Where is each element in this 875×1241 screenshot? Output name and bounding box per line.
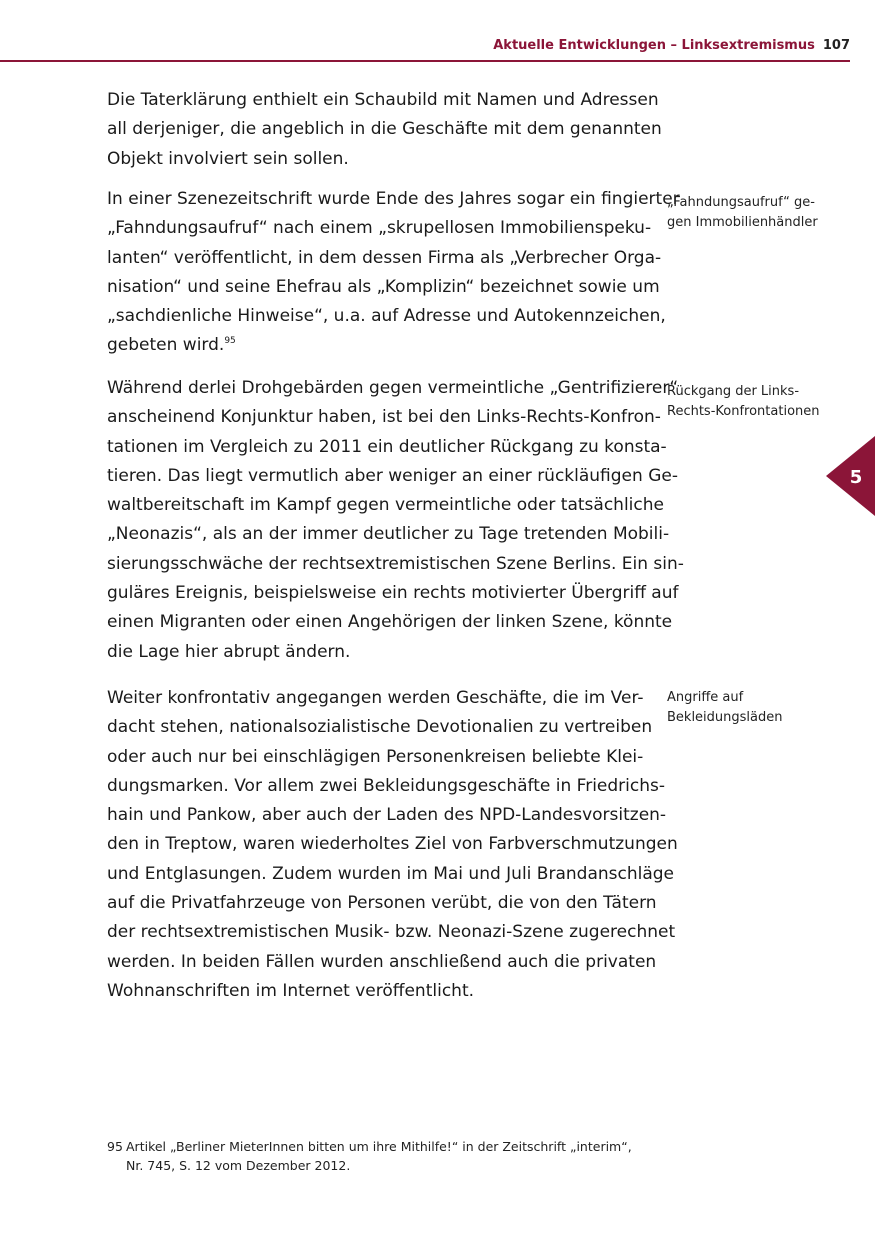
running-header [493,38,850,53]
text-line: die Lage hier abrupt ändern. [107,641,351,662]
text-line: In einer Szenezeitschrift wurde Ende des Jahres sogar ein fingierter [107,189,680,209]
footnote-reference[interactable]: 95 [224,336,236,347]
chapter-tab-shape [826,436,875,516]
text-line: und Entglasungen. Zudem wurden im Mai und Juli Brandanschläge [107,863,675,884]
paragraph-1 [107,86,662,174]
footnote-line: Nr. 745, S. 12 vom Dezember 2012. [126,1158,351,1173]
margin-note-line: gen Immobilienhändler [667,214,818,230]
text-line: „Fahndungsaufruf“ nach einem „skrupellosen Immobilienspeku- [107,218,652,239]
text-line: gebeten wird. [107,335,225,356]
text-line: „Neonazis“, als an der immer deutlicher zu Tage tretenden Mobili- [107,524,670,545]
margin-note-fahndungsaufruf [667,193,837,232]
text-line: waltbereitschaft im Kampf gegen vermeintliche oder tatsächliche [107,495,664,516]
text-line: „sachdienliche Hinweise“, u.a. auf Adresse und Autokennzeichen, [107,306,666,327]
margin-note-konfrontationen [667,382,837,421]
text-line: dungsmarken. Vor allem zwei Bekleidungsgeschäfte in Friedrichs- [107,775,665,796]
margin-note-line: Bekleidungsläden [667,709,783,725]
margin-note-line: Rückgang der Links- [667,384,800,399]
margin-note-line: Angriffe auf [667,690,744,705]
chapter-number: 5 [849,467,863,488]
text-line: all derjeniger, die angeblich in die Geschäfte mit dem genannten [107,119,662,140]
text-line: auf die Privatfahrzeuge von Personen verübt, die von den Tätern [107,893,657,914]
text-line: den in Treptow, waren wiederholtes Ziel von Farbverschmutzungen [107,834,678,855]
text-line: hain und Pankow, aber auch der Laden des NPD-Landesvorsitzen- [107,805,667,826]
text-line: guläres Ereignis, beispielsweise ein rechts motivierter Übergriff auf [107,583,679,604]
text-line: Während derlei Drohgebärden gegen vermeintliche „Gentrifizierer“ [107,378,679,398]
text-line: einen Migranten oder einen Angehörigen der linken Szene, könnte [107,612,673,633]
margin-note-bekleidungslaeden [667,688,837,727]
header-rule [0,60,850,62]
text-line: Objekt involviert sein sollen. [107,148,349,169]
footnote-text [126,1137,647,1175]
text-line-with-footnote [107,331,637,360]
text-line: Wohnanschriften im Internet veröffentlicht. [107,980,475,1001]
paragraph-2 [107,185,680,361]
text-line: anscheinend Konjunktur haben, ist bei den Links-Rechts-Konfron- [107,407,661,428]
footnote-number: 95 [107,1139,123,1154]
text-line: Weiter konfrontativ angegangen werden Geschäfte, die im Ver- [107,688,644,708]
margin-note-line: „Fahndungsaufruf“ ge- [667,195,815,210]
text-line: oder auch nur bei einschlägigen Personenkreisen beliebte Klei- [107,746,644,767]
margin-note-line: Rechts-Konfrontationen [667,403,820,419]
paragraph-3 [107,374,684,667]
page-number: 107 [822,38,850,53]
text-line: sierungsschwäche der rechtsextremistischen Szene Berlins. Ein sin- [107,553,684,574]
footnote-line: Artikel „Berliner MieterInnen bitten um ihre Mithilfe!“ in der Zeitschrift „interim“, [126,1139,632,1154]
chapter-tab[interactable] [826,436,875,516]
text-line: tationen im Vergleich zu 2011 ein deutlicher Rückgang zu konsta- [107,436,667,457]
text-line: nisation“ und seine Ehefrau als „Komplizin“ bezeichnet sowie um [107,276,660,297]
paragraph-4 [107,684,678,1006]
text-line: werden. In beiden Fällen wurden anschließend auch die privaten [107,951,657,972]
header-title: Aktuelle Entwicklungen – Linksextremismus [493,38,815,53]
text-line: Die Taterklärung enthielt ein Schaubild mit Namen und Adressen [107,90,659,110]
text-line: tieren. Das liegt vermutlich aber weniger an einer rückläufigen Ge- [107,465,678,486]
text-line: lanten“ veröffentlicht, in dem dessen Firma als „Verbrecher Orga- [107,247,662,268]
text-line: der rechtsextremistischen Musik- bzw. Neonazi-Szene zugerechnet [107,922,676,943]
text-line: dacht stehen, nationalsozialistische Devotionalien zu vertreiben [107,717,653,738]
footnote [107,1137,647,1175]
